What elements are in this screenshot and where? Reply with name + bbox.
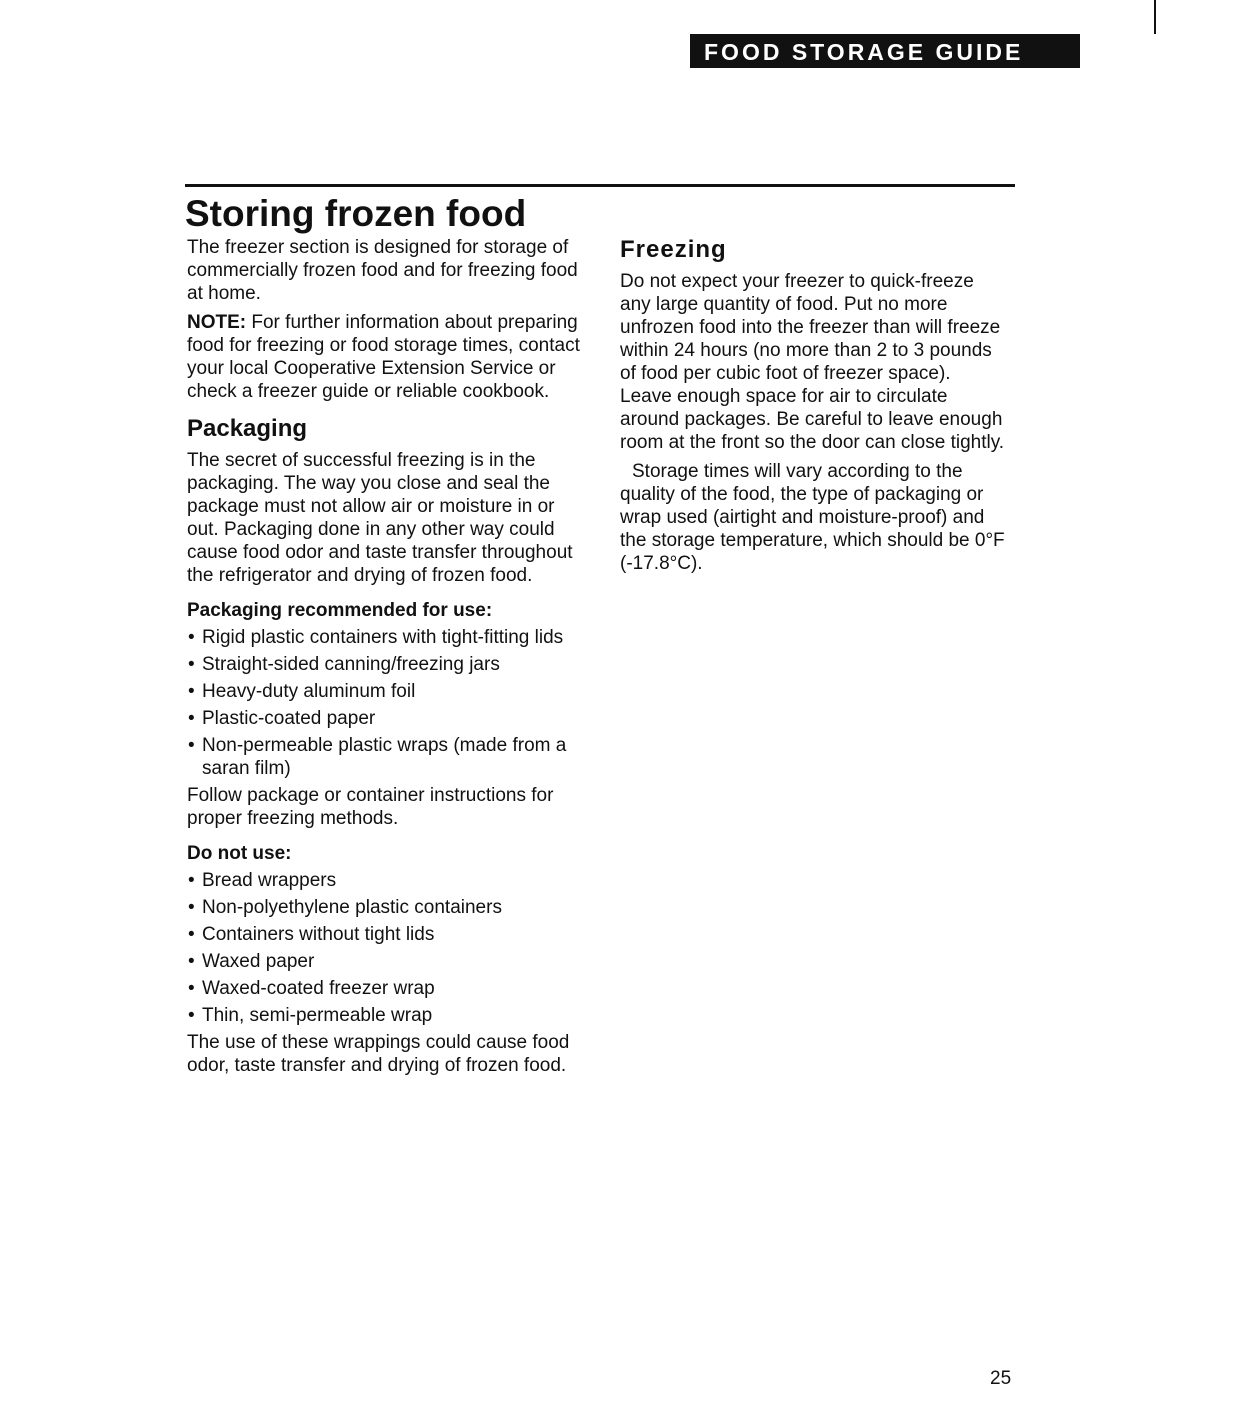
page-number: 25	[990, 1368, 1012, 1389]
list-item: • Thin, semi-permeable wrap	[187, 1004, 589, 1027]
list-item: • Non-permeable plastic wraps (made from a saran film)	[187, 734, 589, 780]
list-item: • Waxed-coated freezer wrap	[187, 977, 589, 1000]
recommended-heading: Packaging recommended for use:	[187, 600, 493, 621]
note-text: For further information about preparing food for freezing or food storage times, contact your local Cooperative Extension Service or check a freezer guide or reliable cookbook.	[187, 312, 580, 402]
intro-paragraph: The freezer section is designed for storage of commercially frozen food and for freezing food at home.	[187, 237, 578, 304]
list-item: • Plastic-coated paper	[187, 707, 589, 730]
do-not-use-heading: Do not use:	[187, 843, 292, 864]
section-header-label: FOOD STORAGE GUIDE	[704, 39, 1024, 65]
list-item: • Containers without tight lids	[187, 923, 589, 946]
section-header-banner	[690, 34, 1080, 68]
packaging-heading: Packaging	[187, 415, 308, 442]
storage-times-paragraph: Storage times will vary according to the quality of the food, the type of packaging or wrap used (airtight and moisture-proof) and the storage temperature, which should be 0°F (-17.8°C).	[620, 461, 1005, 574]
do-not-use-list	[187, 869, 589, 1027]
edge-mark	[1154, 0, 1156, 34]
freezing-heading: Freezing	[620, 236, 727, 263]
note-paragraph	[187, 311, 589, 403]
list-item: • Bread wrappers	[187, 869, 589, 892]
list-item: • Non-polyethylene plastic containers	[187, 896, 589, 919]
list-item: • Rigid plastic containers with tight-fitting lids	[187, 626, 589, 649]
packaging-paragraph: The secret of successful freezing is in the packaging. The way you close and seal the package must not allow air or moisture in or out. Packaging done in any other way could cause food odor and taste transfer throughout the refrigerator and drying of frozen food.	[187, 450, 573, 586]
right-column	[620, 236, 1005, 581]
title-rule	[185, 184, 1015, 187]
list-item: • Waxed paper	[187, 950, 589, 973]
recommended-list	[187, 626, 589, 780]
left-column	[187, 236, 589, 1083]
note-label: NOTE:	[187, 312, 247, 333]
follow-instructions-paragraph: Follow package or container instructions for proper freezing methods.	[187, 785, 554, 829]
closing-paragraph: The use of these wrappings could cause food odor, taste transfer and drying of frozen food.	[187, 1032, 570, 1076]
list-item: • Straight-sided canning/freezing jars	[187, 653, 589, 676]
page-title: Storing frozen food	[185, 193, 527, 234]
freezing-paragraph: Do not expect your freezer to quick-freeze any large quantity of food. Put no more unfrozen food into the freezer than will freeze within 24 hours (no more than 2 to 3 pounds of food per cubic foot of freezer space). Leave enough space for air to circulate around packages. Be careful to leave enough room at the front so the door can close tightly.	[620, 271, 1005, 453]
list-item: • Heavy-duty aluminum foil	[187, 680, 589, 703]
